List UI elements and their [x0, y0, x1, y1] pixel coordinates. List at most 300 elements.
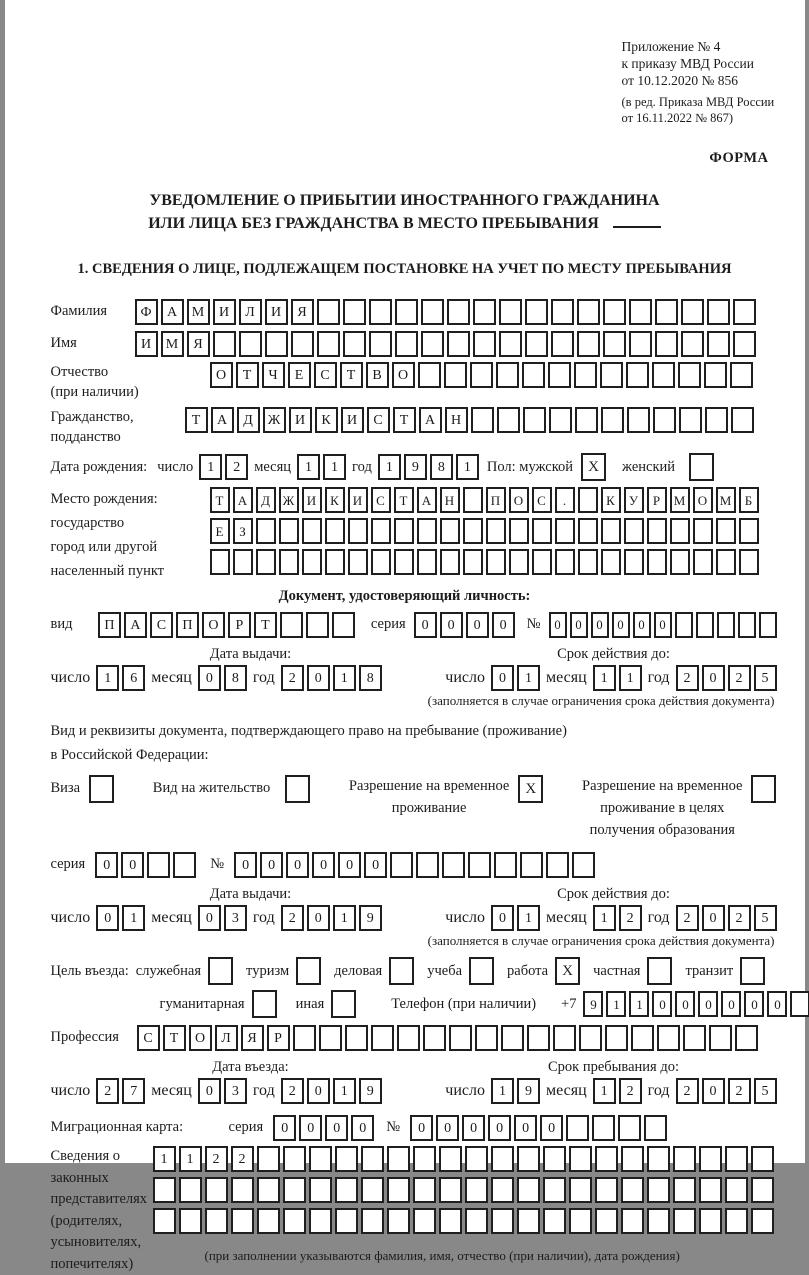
char-cell[interactable]	[548, 362, 571, 388]
char-cell[interactable]	[725, 1208, 748, 1234]
char-cell[interactable]: 3	[224, 905, 247, 931]
char-cell[interactable]	[627, 407, 650, 433]
char-cell[interactable]	[725, 1177, 748, 1203]
char-cell[interactable]: 1	[593, 905, 616, 931]
char-cell[interactable]: 1	[153, 1146, 176, 1172]
char-cell[interactable]	[525, 299, 548, 325]
char-cell[interactable]	[577, 299, 600, 325]
purpose-official-checkbox[interactable]	[208, 957, 233, 985]
char-cell[interactable]	[735, 1025, 758, 1051]
char-cell[interactable]: О	[392, 362, 415, 388]
char-cell[interactable]: 1	[517, 665, 540, 691]
char-cell[interactable]: 0	[198, 905, 221, 931]
char-cell[interactable]	[491, 1146, 514, 1172]
char-cell[interactable]	[494, 852, 517, 878]
char-cell[interactable]	[369, 331, 392, 357]
char-cell[interactable]	[257, 1177, 280, 1203]
char-cell[interactable]: 0	[338, 852, 361, 878]
char-cell[interactable]	[595, 1208, 618, 1234]
char-cell[interactable]: 1	[96, 665, 119, 691]
purpose-work-checkbox[interactable]: X	[555, 957, 580, 985]
char-cell[interactable]	[707, 331, 730, 357]
residence-permit-checkbox[interactable]	[285, 775, 310, 803]
char-cell[interactable]: 5	[754, 1078, 777, 1104]
char-cell[interactable]	[751, 1177, 774, 1203]
char-cell[interactable]	[572, 852, 595, 878]
char-cell[interactable]: 0	[364, 852, 387, 878]
char-cell[interactable]: 1	[593, 1078, 616, 1104]
char-cell[interactable]	[731, 407, 754, 433]
char-cell[interactable]: 0	[612, 612, 630, 638]
char-cell[interactable]	[473, 331, 496, 357]
char-cell[interactable]: Н	[440, 487, 460, 513]
char-cell[interactable]: 1	[297, 454, 320, 480]
char-cell[interactable]	[421, 331, 444, 357]
temp-residence-checkbox[interactable]: X	[518, 775, 543, 803]
char-cell[interactable]	[517, 1177, 540, 1203]
char-cell[interactable]: 0	[702, 665, 725, 691]
char-cell[interactable]: А	[161, 299, 184, 325]
char-cell[interactable]	[601, 518, 621, 544]
char-cell[interactable]	[569, 1177, 592, 1203]
char-cell[interactable]	[332, 612, 355, 638]
char-cell[interactable]	[439, 1146, 462, 1172]
char-cell[interactable]	[733, 331, 756, 357]
char-cell[interactable]	[468, 852, 491, 878]
char-cell[interactable]	[465, 1208, 488, 1234]
char-cell[interactable]	[471, 407, 494, 433]
char-cell[interactable]: 0	[570, 612, 588, 638]
char-cell[interactable]	[213, 331, 236, 357]
char-cell[interactable]	[306, 612, 329, 638]
char-cell[interactable]	[520, 852, 543, 878]
char-cell[interactable]	[716, 518, 736, 544]
char-cell[interactable]	[417, 518, 437, 544]
char-cell[interactable]	[394, 549, 414, 575]
char-cell[interactable]	[463, 518, 483, 544]
char-cell[interactable]	[265, 331, 288, 357]
char-cell[interactable]: 2	[619, 905, 642, 931]
char-cell[interactable]: 2	[281, 1078, 304, 1104]
char-cell[interactable]	[421, 299, 444, 325]
char-cell[interactable]: 9	[583, 991, 603, 1017]
char-cell[interactable]	[361, 1146, 384, 1172]
char-cell[interactable]: Т	[236, 362, 259, 388]
char-cell[interactable]	[233, 549, 253, 575]
char-cell[interactable]: 0	[260, 852, 283, 878]
char-cell[interactable]: 1	[517, 905, 540, 931]
char-cell[interactable]	[395, 299, 418, 325]
char-cell[interactable]	[440, 518, 460, 544]
purpose-transit-checkbox[interactable]	[740, 957, 765, 985]
char-cell[interactable]: Т	[254, 612, 277, 638]
char-cell[interactable]	[652, 362, 675, 388]
char-cell[interactable]: 2	[281, 665, 304, 691]
char-cell[interactable]: Я	[291, 299, 314, 325]
char-cell[interactable]	[578, 549, 598, 575]
char-cell[interactable]	[733, 299, 756, 325]
char-cell[interactable]: И	[341, 407, 364, 433]
char-cell[interactable]: 0	[312, 852, 335, 878]
char-cell[interactable]	[343, 299, 366, 325]
char-cell[interactable]	[387, 1146, 410, 1172]
char-cell[interactable]: Д	[237, 407, 260, 433]
char-cell[interactable]: 0	[721, 991, 741, 1017]
visa-checkbox[interactable]	[89, 775, 114, 803]
char-cell[interactable]	[595, 1177, 618, 1203]
char-cell[interactable]: М	[161, 331, 184, 357]
char-cell[interactable]: И	[135, 331, 158, 357]
char-cell[interactable]	[681, 331, 704, 357]
purpose-tourism-checkbox[interactable]	[296, 957, 321, 985]
char-cell[interactable]: К	[325, 487, 345, 513]
char-cell[interactable]: 1	[593, 665, 616, 691]
char-cell[interactable]: 0	[767, 991, 787, 1017]
char-cell[interactable]	[463, 549, 483, 575]
char-cell[interactable]	[739, 549, 759, 575]
char-cell[interactable]	[670, 518, 690, 544]
char-cell[interactable]: 0	[307, 1078, 330, 1104]
char-cell[interactable]: 0	[440, 612, 463, 638]
char-cell[interactable]	[738, 612, 756, 638]
char-cell[interactable]	[751, 1208, 774, 1234]
char-cell[interactable]	[173, 852, 196, 878]
char-cell[interactable]	[546, 852, 569, 878]
char-cell[interactable]	[387, 1177, 410, 1203]
char-cell[interactable]	[532, 518, 552, 544]
char-cell[interactable]: И	[302, 487, 322, 513]
char-cell[interactable]: 5	[754, 905, 777, 931]
char-cell[interactable]: 2	[96, 1078, 119, 1104]
char-cell[interactable]	[601, 549, 621, 575]
char-cell[interactable]	[239, 331, 262, 357]
char-cell[interactable]: 1	[179, 1146, 202, 1172]
char-cell[interactable]	[673, 1208, 696, 1234]
char-cell[interactable]	[302, 518, 322, 544]
char-cell[interactable]	[439, 1208, 462, 1234]
char-cell[interactable]: 0	[652, 991, 672, 1017]
char-cell[interactable]	[417, 549, 437, 575]
char-cell[interactable]: 2	[231, 1146, 254, 1172]
char-cell[interactable]	[647, 549, 667, 575]
char-cell[interactable]	[509, 549, 529, 575]
char-cell[interactable]: 2	[728, 905, 751, 931]
temp-residence-edu-checkbox[interactable]	[751, 775, 776, 803]
char-cell[interactable]: У	[624, 487, 644, 513]
char-cell[interactable]	[279, 518, 299, 544]
char-cell[interactable]: Я	[241, 1025, 264, 1051]
char-cell[interactable]: 3	[224, 1078, 247, 1104]
char-cell[interactable]	[256, 549, 276, 575]
char-cell[interactable]	[655, 331, 678, 357]
char-cell[interactable]	[696, 612, 714, 638]
char-cell[interactable]: Т	[210, 487, 230, 513]
char-cell[interactable]	[551, 331, 574, 357]
char-cell[interactable]	[309, 1208, 332, 1234]
char-cell[interactable]: Т	[393, 407, 416, 433]
char-cell[interactable]: П	[486, 487, 506, 513]
char-cell[interactable]: Р	[228, 612, 251, 638]
char-cell[interactable]: 0	[466, 612, 489, 638]
char-cell[interactable]	[704, 362, 727, 388]
char-cell[interactable]	[205, 1177, 228, 1203]
char-cell[interactable]: Т	[185, 407, 208, 433]
char-cell[interactable]	[179, 1177, 202, 1203]
char-cell[interactable]: Л	[215, 1025, 238, 1051]
char-cell[interactable]: М	[716, 487, 736, 513]
char-cell[interactable]: 9	[359, 1078, 382, 1104]
char-cell[interactable]: И	[289, 407, 312, 433]
char-cell[interactable]	[647, 1177, 670, 1203]
char-cell[interactable]	[231, 1177, 254, 1203]
char-cell[interactable]	[569, 1146, 592, 1172]
char-cell[interactable]: 0	[198, 1078, 221, 1104]
char-cell[interactable]	[578, 487, 598, 513]
char-cell[interactable]	[345, 1025, 368, 1051]
char-cell[interactable]: 7	[122, 1078, 145, 1104]
char-cell[interactable]: 0	[410, 1115, 433, 1141]
char-cell[interactable]	[343, 331, 366, 357]
char-cell[interactable]: 6	[122, 665, 145, 691]
char-cell[interactable]: Т	[163, 1025, 186, 1051]
char-cell[interactable]	[629, 331, 652, 357]
char-cell[interactable]: 0	[307, 905, 330, 931]
char-cell[interactable]	[577, 331, 600, 357]
char-cell[interactable]: 8	[224, 665, 247, 691]
char-cell[interactable]: Е	[288, 362, 311, 388]
char-cell[interactable]: О	[210, 362, 233, 388]
char-cell[interactable]: А	[211, 407, 234, 433]
char-cell[interactable]	[621, 1208, 644, 1234]
char-cell[interactable]	[543, 1208, 566, 1234]
char-cell[interactable]	[647, 518, 667, 544]
char-cell[interactable]: В	[366, 362, 389, 388]
char-cell[interactable]	[348, 549, 368, 575]
char-cell[interactable]: 9	[359, 905, 382, 931]
char-cell[interactable]	[395, 331, 418, 357]
char-cell[interactable]	[673, 1177, 696, 1203]
char-cell[interactable]	[523, 407, 546, 433]
char-cell[interactable]: 0	[591, 612, 609, 638]
char-cell[interactable]	[283, 1208, 306, 1234]
char-cell[interactable]	[790, 991, 809, 1017]
char-cell[interactable]: 0	[654, 612, 672, 638]
char-cell[interactable]	[447, 299, 470, 325]
char-cell[interactable]: З	[233, 518, 253, 544]
char-cell[interactable]: 1	[122, 905, 145, 931]
char-cell[interactable]	[147, 852, 170, 878]
purpose-humanitarian-checkbox[interactable]	[252, 990, 277, 1018]
char-cell[interactable]	[655, 299, 678, 325]
char-cell[interactable]	[413, 1146, 436, 1172]
char-cell[interactable]	[309, 1177, 332, 1203]
char-cell[interactable]	[440, 549, 460, 575]
char-cell[interactable]	[449, 1025, 472, 1051]
char-cell[interactable]: 1	[378, 454, 401, 480]
char-cell[interactable]: С	[150, 612, 173, 638]
char-cell[interactable]	[179, 1208, 202, 1234]
char-cell[interactable]	[317, 299, 340, 325]
char-cell[interactable]: 2	[225, 454, 248, 480]
char-cell[interactable]: И	[348, 487, 368, 513]
char-cell[interactable]: 0	[488, 1115, 511, 1141]
char-cell[interactable]: 2	[676, 905, 699, 931]
char-cell[interactable]	[751, 1146, 774, 1172]
char-cell[interactable]	[497, 407, 520, 433]
char-cell[interactable]	[601, 407, 624, 433]
char-cell[interactable]: О	[509, 487, 529, 513]
char-cell[interactable]: Ж	[263, 407, 286, 433]
char-cell[interactable]: А	[417, 487, 437, 513]
char-cell[interactable]	[673, 1146, 696, 1172]
char-cell[interactable]: Ч	[262, 362, 285, 388]
char-cell[interactable]	[717, 612, 735, 638]
char-cell[interactable]	[499, 331, 522, 357]
char-cell[interactable]	[543, 1146, 566, 1172]
char-cell[interactable]: 1	[333, 665, 356, 691]
char-cell[interactable]	[603, 299, 626, 325]
char-cell[interactable]	[566, 1115, 589, 1141]
char-cell[interactable]	[709, 1025, 732, 1051]
char-cell[interactable]: 0	[273, 1115, 296, 1141]
char-cell[interactable]	[525, 331, 548, 357]
char-cell[interactable]	[551, 299, 574, 325]
char-cell[interactable]: К	[601, 487, 621, 513]
char-cell[interactable]: 0	[744, 991, 764, 1017]
char-cell[interactable]: Л	[239, 299, 262, 325]
char-cell[interactable]	[317, 331, 340, 357]
char-cell[interactable]	[600, 362, 623, 388]
char-cell[interactable]	[532, 549, 552, 575]
char-cell[interactable]: 2	[619, 1078, 642, 1104]
char-cell[interactable]: П	[98, 612, 121, 638]
char-cell[interactable]	[679, 407, 702, 433]
char-cell[interactable]	[595, 1146, 618, 1172]
sex-male-checkbox[interactable]: X	[581, 453, 606, 481]
char-cell[interactable]: М	[187, 299, 210, 325]
char-cell[interactable]	[205, 1208, 228, 1234]
char-cell[interactable]	[335, 1177, 358, 1203]
char-cell[interactable]	[693, 549, 713, 575]
char-cell[interactable]: 0	[95, 852, 118, 878]
char-cell[interactable]: 2	[676, 665, 699, 691]
char-cell[interactable]	[549, 407, 572, 433]
char-cell[interactable]: 0	[492, 612, 515, 638]
char-cell[interactable]	[283, 1146, 306, 1172]
char-cell[interactable]	[371, 518, 391, 544]
char-cell[interactable]	[574, 362, 597, 388]
char-cell[interactable]	[390, 852, 413, 878]
char-cell[interactable]: 1	[491, 1078, 514, 1104]
char-cell[interactable]: Ж	[279, 487, 299, 513]
char-cell[interactable]	[605, 1025, 628, 1051]
char-cell[interactable]: И	[213, 299, 236, 325]
char-cell[interactable]: 0	[325, 1115, 348, 1141]
char-cell[interactable]	[553, 1025, 576, 1051]
char-cell[interactable]	[361, 1177, 384, 1203]
char-cell[interactable]: С	[532, 487, 552, 513]
char-cell[interactable]	[473, 299, 496, 325]
char-cell[interactable]	[739, 518, 759, 544]
char-cell[interactable]	[527, 1025, 550, 1051]
char-cell[interactable]: 0	[121, 852, 144, 878]
char-cell[interactable]	[309, 1146, 332, 1172]
char-cell[interactable]: 0	[462, 1115, 485, 1141]
char-cell[interactable]	[647, 1146, 670, 1172]
char-cell[interactable]	[626, 362, 649, 388]
char-cell[interactable]	[325, 518, 345, 544]
char-cell[interactable]	[678, 362, 701, 388]
char-cell[interactable]	[624, 549, 644, 575]
char-cell[interactable]: 0	[702, 1078, 725, 1104]
char-cell[interactable]	[470, 362, 493, 388]
purpose-study-checkbox[interactable]	[469, 957, 494, 985]
char-cell[interactable]	[499, 299, 522, 325]
char-cell[interactable]	[416, 852, 439, 878]
char-cell[interactable]	[447, 331, 470, 357]
char-cell[interactable]	[683, 1025, 706, 1051]
char-cell[interactable]: Е	[210, 518, 230, 544]
char-cell[interactable]	[657, 1025, 680, 1051]
char-cell[interactable]: О	[202, 612, 225, 638]
char-cell[interactable]: 1	[629, 991, 649, 1017]
char-cell[interactable]	[475, 1025, 498, 1051]
purpose-business-checkbox[interactable]	[389, 957, 414, 985]
char-cell[interactable]	[418, 362, 441, 388]
char-cell[interactable]	[257, 1208, 280, 1234]
char-cell[interactable]: 5	[754, 665, 777, 691]
char-cell[interactable]: 0	[491, 905, 514, 931]
char-cell[interactable]	[653, 407, 676, 433]
char-cell[interactable]: 2	[728, 1078, 751, 1104]
char-cell[interactable]	[618, 1115, 641, 1141]
char-cell[interactable]: 0	[436, 1115, 459, 1141]
char-cell[interactable]	[730, 362, 753, 388]
char-cell[interactable]: П	[176, 612, 199, 638]
char-cell[interactable]: Т	[340, 362, 363, 388]
char-cell[interactable]	[509, 518, 529, 544]
char-cell[interactable]: О	[693, 487, 713, 513]
char-cell[interactable]	[302, 549, 322, 575]
char-cell[interactable]	[496, 362, 519, 388]
char-cell[interactable]	[257, 1146, 280, 1172]
char-cell[interactable]: Я	[187, 331, 210, 357]
char-cell[interactable]	[491, 1208, 514, 1234]
char-cell[interactable]: 8	[359, 665, 382, 691]
char-cell[interactable]	[670, 549, 690, 575]
char-cell[interactable]	[291, 331, 314, 357]
char-cell[interactable]	[361, 1208, 384, 1234]
char-cell[interactable]	[705, 407, 728, 433]
purpose-other-checkbox[interactable]	[331, 990, 356, 1018]
char-cell[interactable]	[716, 549, 736, 575]
char-cell[interactable]	[231, 1208, 254, 1234]
char-cell[interactable]	[675, 612, 693, 638]
char-cell[interactable]: 1	[619, 665, 642, 691]
char-cell[interactable]	[517, 1208, 540, 1234]
char-cell[interactable]	[283, 1177, 306, 1203]
char-cell[interactable]: И	[265, 299, 288, 325]
char-cell[interactable]: 0	[633, 612, 651, 638]
char-cell[interactable]	[725, 1146, 748, 1172]
char-cell[interactable]	[486, 549, 506, 575]
char-cell[interactable]: С	[314, 362, 337, 388]
char-cell[interactable]: 1	[333, 1078, 356, 1104]
char-cell[interactable]: Т	[394, 487, 414, 513]
char-cell[interactable]: О	[189, 1025, 212, 1051]
char-cell[interactable]: 2	[676, 1078, 699, 1104]
char-cell[interactable]: 2	[281, 905, 304, 931]
